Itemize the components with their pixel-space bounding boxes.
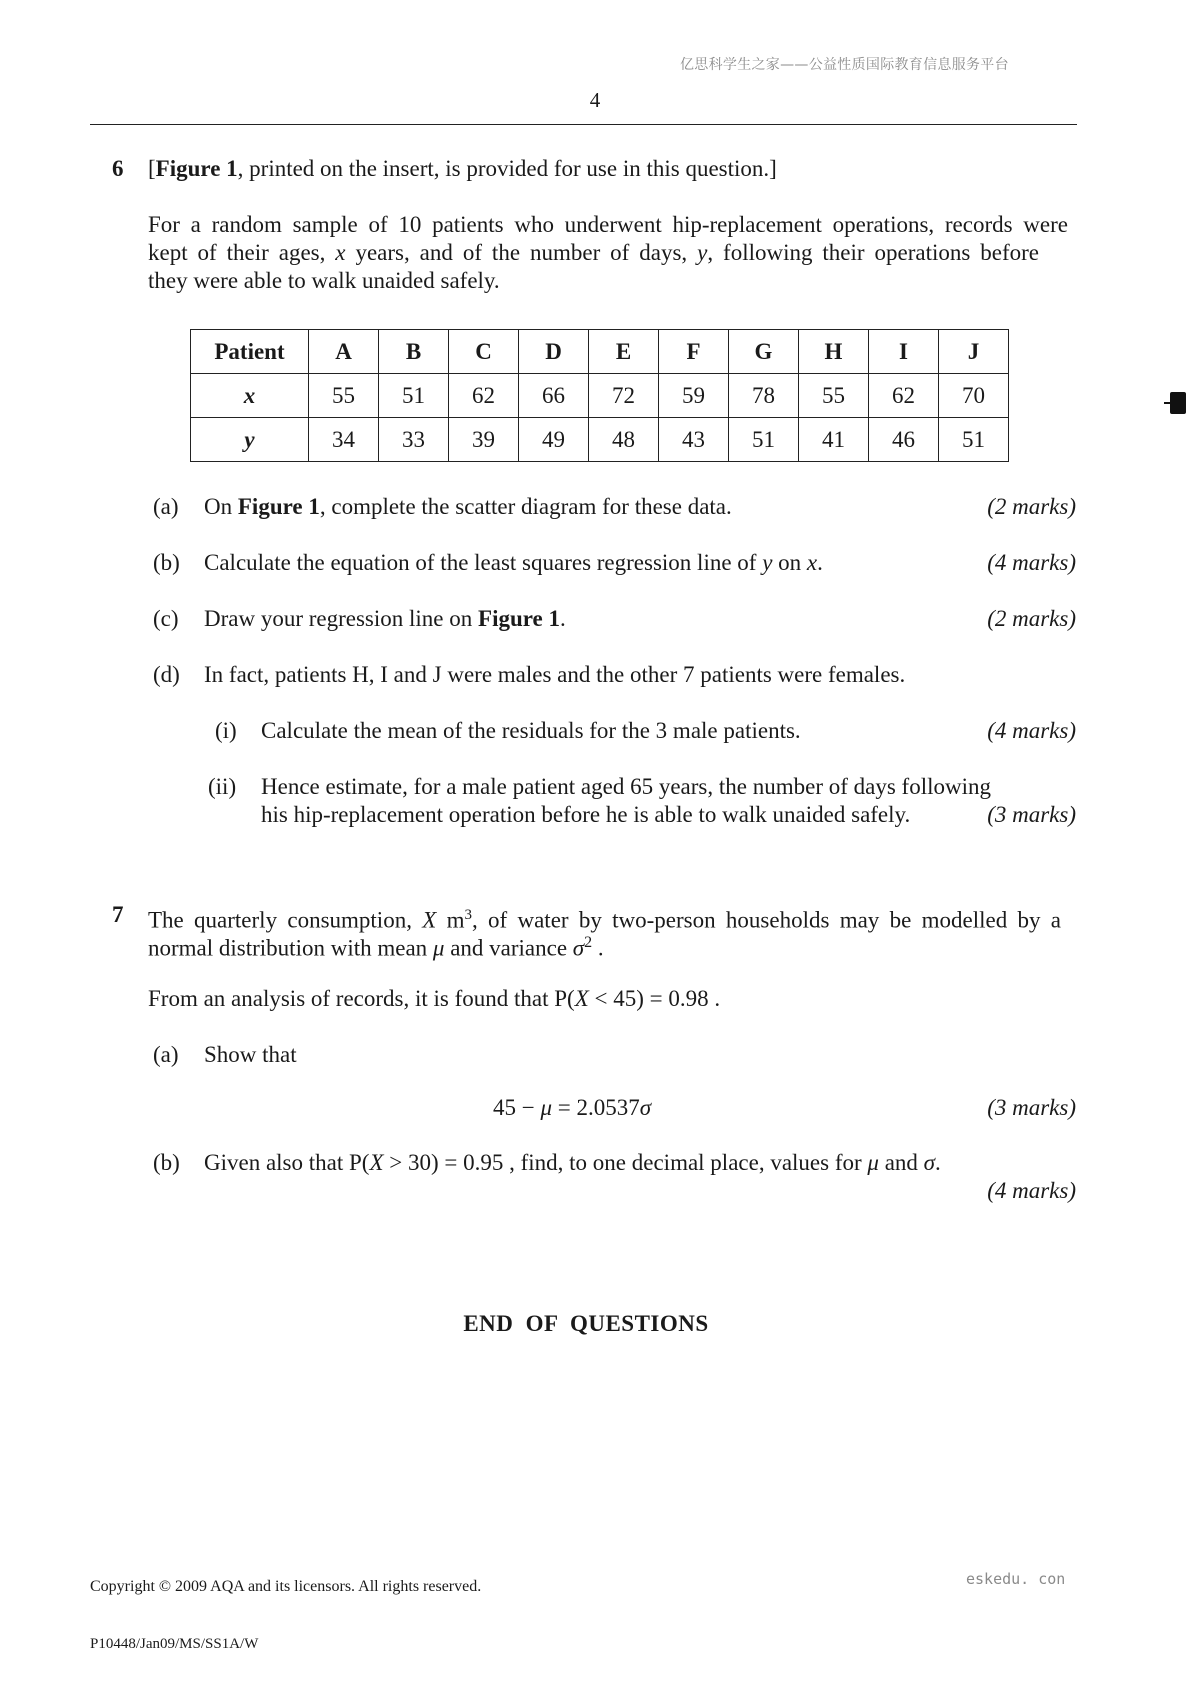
q7-unit: m [436, 907, 465, 933]
part-text: , complete the scatter diagram for these data. [319, 494, 732, 519]
var-X: X [574, 986, 589, 1011]
para-text: , following their operations before [707, 240, 1039, 265]
part-text: Calculate the equation of the least squares regression line of [204, 550, 763, 575]
patient-col-h: H [799, 330, 869, 374]
question-6-intro [148, 155, 777, 183]
table-cell: 55 [799, 374, 869, 418]
part-label-6b: (b) [153, 550, 180, 575]
copyright-notice: Copyright © 2009 AQA and its licensors. All rights reserved. [90, 1578, 482, 1595]
marks-7a: (3 marks) [987, 1095, 1076, 1120]
figure-ref: Figure 1 [478, 606, 560, 631]
table-cell: 66 [519, 374, 589, 418]
patient-col-i: I [869, 330, 939, 374]
part-text: . [817, 550, 823, 575]
part-text-7a: Show that [204, 1042, 297, 1067]
part-text: on [772, 550, 807, 575]
table-cell: 48 [589, 418, 659, 462]
part-text: Draw your regression line on [204, 606, 479, 631]
patient-col-d: D [519, 330, 589, 374]
part-text-7b [204, 1149, 941, 1177]
sigma-symbol: σ [572, 935, 585, 961]
q7-text: The quarterly consumption, [148, 907, 423, 933]
part-text: . [935, 1150, 941, 1175]
part-text: . [560, 606, 566, 631]
table-row-patient [191, 330, 1009, 374]
sigma-symbol: σ [639, 1095, 652, 1120]
eq-text: = 2.0537 [552, 1095, 640, 1120]
table-cell: 41 [799, 418, 869, 462]
header-rule [90, 124, 1077, 125]
part-label-6d-ii: (ii) [208, 774, 237, 799]
q7-text: , of water by two-person households may be modelled by a [471, 907, 1061, 933]
part-label-6a: (a) [153, 494, 179, 519]
patient-col-c: C [449, 330, 519, 374]
var-x: x [335, 240, 346, 265]
patient-col-e: E [589, 330, 659, 374]
q7-text: and variance [444, 935, 573, 961]
marks-6d-i: (4 marks) [987, 718, 1076, 743]
part-text-6d-ii-line-2: his hip-replacement operation before he is able to walk unaided safely. [261, 802, 911, 827]
mu-symbol: μ [432, 935, 445, 961]
marks-6b: (4 marks) [987, 550, 1076, 575]
part-text-6d-ii-line-1: Hence estimate, for a male patient aged 65 years, the number of days following [261, 774, 991, 799]
table-cell: 59 [659, 374, 729, 418]
var-y: y [762, 550, 773, 575]
end-of-questions: END OF QUESTIONS [463, 1311, 709, 1336]
marks-6c: (2 marks) [987, 606, 1076, 631]
table-cell: 43 [659, 418, 729, 462]
var-X: X [369, 1150, 384, 1175]
table-cell: 51 [939, 418, 1009, 462]
intro-open: [ [148, 156, 156, 181]
table-row-label-y: y [191, 418, 309, 462]
table-cell: 39 [449, 418, 519, 462]
table-cell: 62 [869, 374, 939, 418]
part-label-7b: (b) [153, 1150, 180, 1175]
equation-7a [493, 1094, 651, 1122]
part-text-6d: In fact, patients H, I and J were males and the other 7 patients were females. [204, 662, 906, 687]
watermark-banner: 亿思科学生之家——公益性质国际教育信息服务平台 [680, 57, 1009, 73]
q7-text: . [592, 935, 604, 961]
patient-col-f: F [659, 330, 729, 374]
page-number: 4 [589, 88, 601, 112]
part-text-6a [204, 493, 732, 521]
table-cell: 55 [309, 374, 379, 418]
marks-6d-ii: (3 marks) [987, 802, 1076, 827]
question-6-para-line-3 [148, 267, 500, 295]
part-text-6b [204, 549, 823, 577]
part-text: and [878, 1150, 924, 1175]
binding-mark [1170, 392, 1186, 414]
document-reference: P10448/Jan09/MS/SS1A/W [90, 1636, 259, 1652]
sigma-exponent: 2 [584, 934, 593, 951]
part-label-6c: (c) [153, 606, 179, 631]
table-cell: 33 [379, 418, 449, 462]
marks-6a: (2 marks) [987, 494, 1076, 519]
part-label-7a: (a) [153, 1042, 179, 1067]
marks-7b: (4 marks) [987, 1178, 1076, 1203]
table-row-label-x: x [191, 374, 309, 418]
part-text: Given also that P( [204, 1150, 370, 1175]
part-text-6c [204, 605, 566, 633]
para-text: kept of their ages, [148, 240, 336, 265]
table-cell: 72 [589, 374, 659, 418]
table-cell: 51 [379, 374, 449, 418]
question-6-para-line-2 [148, 239, 1039, 267]
table-row-y [191, 418, 1009, 462]
var-X: X [422, 907, 437, 933]
mu-symbol: μ [540, 1095, 553, 1120]
part-label-6d: (d) [153, 662, 180, 687]
eq-text: 45 − [493, 1095, 541, 1120]
question-7-line-2 [148, 929, 604, 963]
q7-text: normal distribution with mean [148, 935, 433, 961]
figure-ref: Figure 1 [237, 494, 320, 519]
intro-rest: , printed on the insert, is provided for use in this question.] [237, 156, 777, 181]
part-text: > 30) = 0.95 , find, to one decimal place, values for [383, 1150, 868, 1175]
mu-symbol: μ [867, 1150, 879, 1175]
question-7-number: 7 [112, 902, 124, 927]
sigma-symbol: σ [923, 1150, 936, 1175]
var-y: y [697, 240, 708, 265]
site-watermark: eskedu. con [966, 1570, 1066, 1588]
patient-col-g: G [729, 330, 799, 374]
figure-ref: Figure 1 [155, 156, 238, 181]
para-text: years, and of the number of days, [345, 240, 698, 265]
table-cell: 34 [309, 418, 379, 462]
table-cell: 51 [729, 418, 799, 462]
part-text: On [204, 494, 238, 519]
table-cell: 70 [939, 374, 1009, 418]
question-7-records [148, 985, 720, 1013]
table-cell: 62 [449, 374, 519, 418]
table-cell: 78 [729, 374, 799, 418]
patient-col-b: B [379, 330, 449, 374]
table-row-x [191, 374, 1009, 418]
var-x: x [806, 550, 818, 575]
q7-text: From an analysis of records, it is found that P( [148, 986, 575, 1011]
patient-data-table [190, 329, 1009, 462]
table-row-header: Patient [191, 330, 309, 374]
q7-text: < 45) = 0.98 . [588, 986, 721, 1011]
table-cell: 49 [519, 418, 589, 462]
table-cell: 46 [869, 418, 939, 462]
patient-col-a: A [309, 330, 379, 374]
question-6-number: 6 [112, 156, 124, 181]
question-6-para-line-1 [148, 211, 1068, 239]
q7-unit-exponent: 3 [464, 907, 472, 923]
part-text-6d-i: Calculate the mean of the residuals for the 3 male patients. [261, 718, 801, 743]
para-text: For a random sample of 10 patients who underwent hip-replacement operations, records were [148, 212, 1068, 237]
part-label-6d-i: (i) [215, 718, 237, 743]
patient-col-j: J [939, 330, 1009, 374]
para-text: they were able to walk unaided safely. [148, 268, 500, 293]
